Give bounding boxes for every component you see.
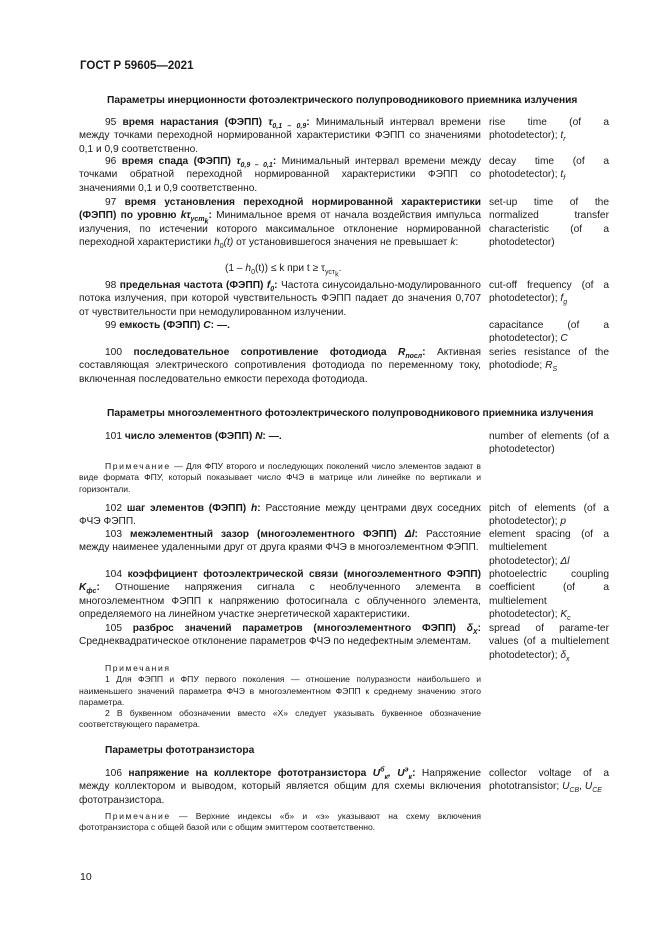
term-number: 99 [105,320,117,331]
term-definition: Отношение напряжения сигнала с необлученного элемента в многоэлементном ФЭПП к напряжению фотосигнала с облученного элемента, определяемого на линейном участке энергетической характеристики. [79,582,481,620]
term-definition: Минимальный интервал времени между точками переходной нормированной характеристики ФЭПП со значениями 0,1 и 0,9 соответственно. [79,117,481,155]
notes-105 [79,663,481,731]
term-102: 102 шаг элементов (ФЭПП) h: Расстояние между центрами двух соседних ФЧЭ ФЭПП. [79,503,481,528]
term-number: 96 [105,156,117,167]
term-96: 96 время спада (ФЭПП) $\tau_{0,9 - 0,1}$: Минимальный интервал времени между точками обратной переходной нормированной характеристики ФЭПП со значениями 0,1 и 0,9 соответственно. [79,156,481,194]
term-definition: —. [268,431,282,442]
term-99-en: capacitance (of a photodetector); C [489,320,609,345]
term-104: 104 коэффициент фотоэлектрической связи (многоэлементного ФЭПП) $K_{фс}$: Отношение напряжения сигнала с необлученного элемента в многоэлементном ФЭПП к напряжению фотосигнала с облученного элемента, определяемого на линейном участке энергетической характеристики. [79,569,481,620]
note-text: — Верхние индексы «б» и «э» указывают на схему включения фототранзистора с общей базой или с общим эмиттером соответственно. [79,811,481,833]
section-title-phototransistor: Параметры фототранзистора [105,745,255,756]
document-header: ГОСТ Р 59605—2021 [80,60,194,72]
term-105-en: spread of parame-ter values (of a multielement photodetector); $\delta_x$ [489,623,609,663]
term-number: 106 [105,768,122,779]
term-name: напряжение на коллекторе фототранзистора [128,768,367,779]
term-98-en: cut-off frequency (of a photodetector); $f_g$ [489,280,609,307]
term-definition: Активная составляющая электрического сопротивления фотодиода по переменному току, включенная последовательно емкости перехода фотодиода. [79,347,481,385]
term-101: 101 число элементов (ФЭПП) N: —. [105,431,282,442]
note-text: 2 В буквенном обозначении вместо «X» следует указывать буквенное обозначение соответствующего параметра. [79,708,481,730]
note-101 [79,461,481,495]
note-label: Примечание [105,811,171,821]
term-symbol: $f_0$ [266,280,275,294]
term-103: 103 межэлементный зазор (многоэлементного ФЭПП) Δl: Расстояние между наименее удаленными друг от друга краями ФЧЭ в многоэлементном ФЭПП. [79,529,481,554]
term-definition: Напряжение между коллектором и выводом, который является общим для схемы включения фототранзистора. [79,768,481,806]
term-name: последовательное сопротивление фотодиода [133,347,387,358]
term-100: 100 последовательное сопротивление фотодиода $R_{посл}$: Активная составляющая электрического сопротивления фотодиода по переменному току, включенная последовательно емкости перехода фотодиода. [79,347,481,385]
term-symbol: $\tau_{0,1 - 0,9}$ [268,117,307,131]
term-symbol: $\tau_{0,9 - 0,1}$ [236,156,273,170]
term-name: шаг элементов (ФЭПП) [126,503,247,514]
note-label: Примечания [105,663,171,673]
term-definition: Расстояние между наименее удаленными друг от друга краями ФЧЭ в многоэлементном ФЭПП. [79,529,481,554]
term-number: 100 [105,347,122,358]
term-definition: Минимальный интервал времени между точками обратной переходной нормированной характеристики ФЭПП со значениями 0,1 и 0,9 соответственно. [79,156,481,194]
term-103-en: element spacing (of a multielement photodetector); Δl [489,529,609,567]
term-number: 97 [105,197,117,208]
term-101-en: number of elements (of a photodetector) [489,431,609,456]
term-name: время спада (ФЭПП) [121,156,231,167]
term-definition: Частота синусоидально-модулированного потока излучения, при которой чувствительность ФЭПП падает до значения 0,707 от чувствительности при немодулированном излучении. [79,280,481,318]
term-symbol: N [255,431,263,442]
term-symbol: Δl [404,529,415,540]
term-number: 104 [105,569,122,580]
term-definition: —. [216,320,230,331]
term-name: время установления переходной нормированной характеристики (ФЭПП) по уровню [79,197,481,222]
section-title-multielement: Параметры многоэлементного фотоэлектрического полупроводникового приемника излучения [107,408,594,419]
term-name: число элементов (ФЭПП) [124,431,253,442]
term-name: разброс значений параметров (многоэлементного ФЭПП) [132,623,456,634]
term-name: коэффициент фотоэлектрической связи (многоэлементного ФЭПП) [127,569,481,580]
term-104-en: photoelectric coupling coefficient (of a multielement photodetector); $K_c$ [489,569,609,622]
term-96-en: decay time (of a photodetector); $t_f$ [489,156,609,183]
term-99: 99 емкость (ФЭПП) C: —. [105,320,230,331]
section-title-inertia: Параметры инерционности фотоэлектрического полупроводникового приемника излучения [107,95,578,106]
term-97-formula: $(1 - h_0(t)) \le k$ при $t \ge \tau_{уст_k}$. [225,263,342,279]
note-text: 1 Для ФЭПП и ФПУ первого поколения — отношение полуразности наибольшего и наименьшего значений параметра ФЧЭ в многоэлементном ФЭПП к среднему значению этого параметра. [79,674,481,707]
term-number: 105 [105,623,122,634]
note-text: — Для ФПУ второго и последующих поколений число элементов задают в виде формата ФПУ, который показывает число ФЧЭ в матрице или линейке по вертикали и горизонтали. [79,461,481,494]
term-105: 105 разброс значений параметров (многоэлементного ФЭПП) $\delta_X$: Среднеквадратическое отклонение параметров ФЧЭ по недефектным элементам. [79,623,481,648]
term-97-en: set-up time of the normalized transfer characteristic (of a photodetector) [489,197,609,248]
term-106-en: collector voltage of a phototransistor; $U_{CB}$, $U_{CE}$ [489,768,609,795]
note-label: Примечание [105,461,171,471]
term-definition: Минимальное время от начала воздействия импульса излучения, по истечении которого максимальное отклонение нормированной переходной характеристики [79,210,481,249]
term-102-en: pitch of elements (of a photodetector); p [489,503,609,528]
term-symbol: h [251,503,258,514]
term-name: межэлементный зазор (многоэлементного ФЭПП) [130,529,397,540]
term-name: предельная частота (ФЭПП) [119,280,264,291]
term-name: емкость (ФЭПП) [119,320,201,331]
term-106: 106 напряжение на коллекторе фототранзистора $U^б_к$, $U^э_к$: Напряжение между коллектором и выводом, который является общим для схемы включения фототранзистора. [79,766,481,806]
term-number: 98 [105,280,117,291]
term-symbol: $R_{посл}$ [397,347,423,361]
term-number: 95 [105,117,117,128]
term-95-en: rise time (of a photodetector); $t_r$ [489,117,609,144]
term-symbol: $U^б_к$, $U^э_к$ [372,766,413,782]
term-number: 102 [105,503,122,514]
term-97: 97 время установления переходной нормированной характеристики (ФЭПП) по уровню $k\tau_{уст_k}$: Минимальное время от начала воздействия импульса излучения, по истечении которого максимальное отклонение нормированной переходной характеристики $h_0(t)$ от установившегося значения не превышает k: [79,197,481,251]
term-symbol: C [203,320,211,331]
term-symbol: $K_{фс}$ [79,582,97,596]
term-98: 98 предельная частота (ФЭПП) $f_0$: Частота синусоидально-модулированного потока излучения, при которой чувствительность ФЭПП падает до значения 0,707 от чувствительности при немодулированном излучении. [79,280,481,318]
term-number: 101 [105,431,122,442]
note-106 [79,811,481,834]
term-100-en: series resistance of the photodiode; $R_S$ [489,347,609,374]
term-definition: Расстояние между центрами двух соседних ФЧЭ ФЭПП. [79,503,481,528]
term-number: 103 [105,529,122,540]
term-symbol: $\delta_X$ [466,623,478,637]
term-definition: Среднеквадратическое отклонение параметров ФЧЭ по недефектным элементам. [79,636,472,648]
term-name: время нарастания (ФЭПП) [122,117,263,128]
term-95: 95 время нарастания (ФЭПП) $\tau_{0,1 - 0,9}$: Минимальный интервал времени между точками переходной нормированной характеристики ФЭПП со значениями 0,1 и 0,9 соответственно. [79,117,481,155]
page-number: 10 [80,871,92,883]
term-symbol: $k\tau_{уст_k}$ [180,210,209,226]
